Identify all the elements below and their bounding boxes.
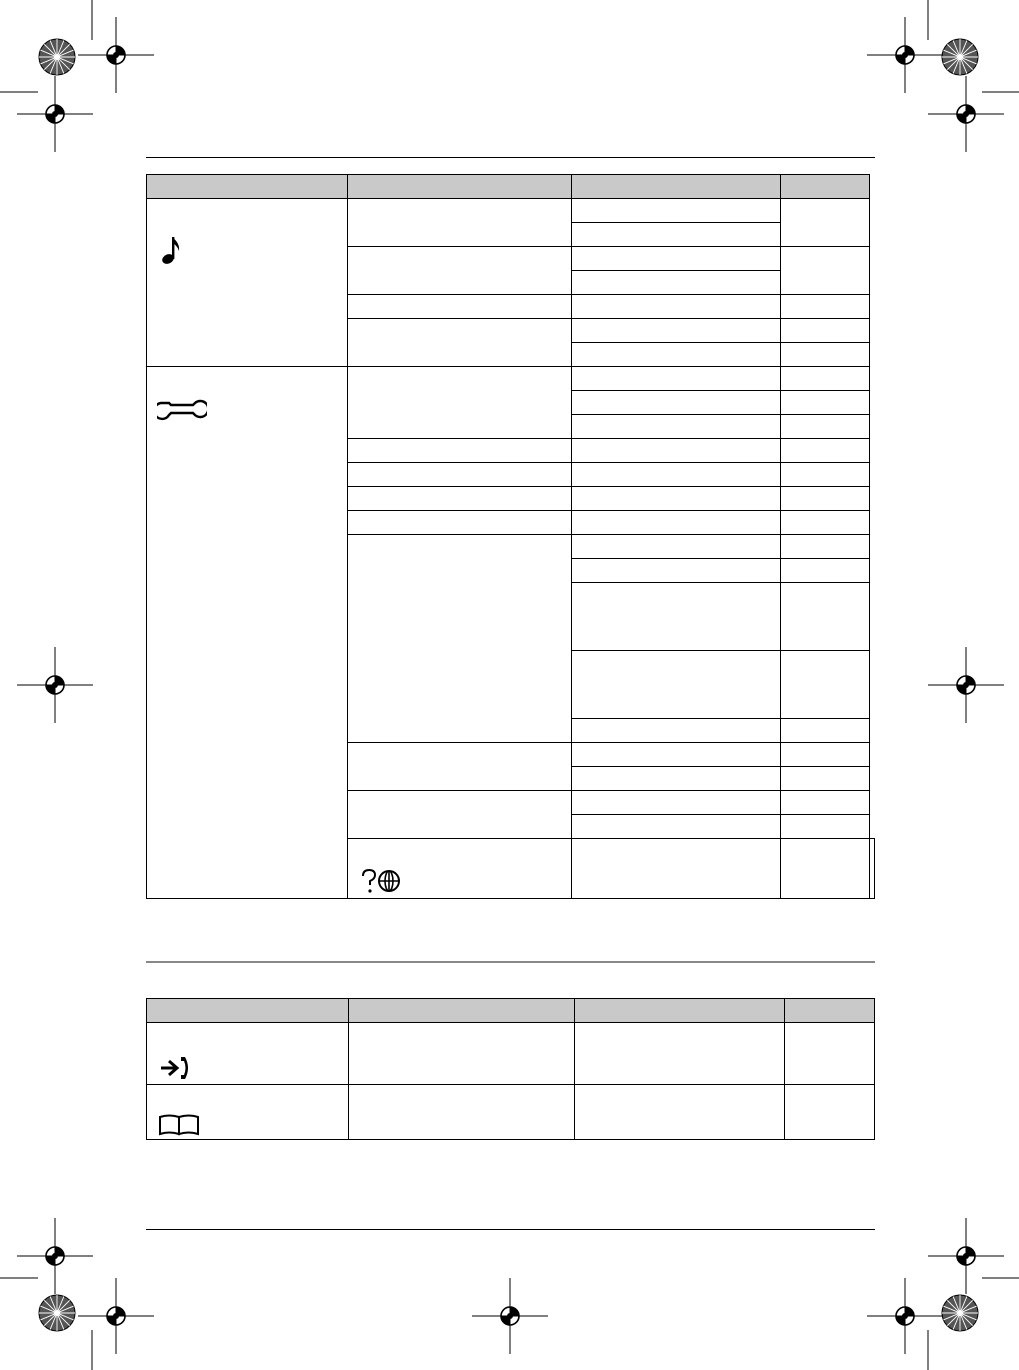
table-cell <box>572 559 781 583</box>
header-cell <box>348 175 572 199</box>
table-cell <box>349 1085 575 1140</box>
table-cell <box>785 1085 875 1140</box>
header-cell <box>781 175 870 199</box>
table-row <box>147 1085 875 1140</box>
table-cell <box>781 295 870 319</box>
section-cell-forward <box>147 1023 349 1085</box>
table-cell <box>572 583 781 651</box>
table-cell <box>574 1023 784 1085</box>
section-cell-settings <box>147 367 348 899</box>
table-cell <box>781 719 870 743</box>
table-cell <box>349 1023 575 1085</box>
section-divider <box>146 961 875 963</box>
table-cell <box>572 415 781 439</box>
table-cell <box>785 1023 875 1085</box>
header-rule <box>146 157 875 158</box>
section-cell-phonebook <box>147 1085 349 1140</box>
table-cell <box>572 651 781 719</box>
table-row <box>147 199 875 223</box>
table-cell <box>781 415 870 439</box>
table-row <box>147 367 875 391</box>
table-cell <box>781 199 870 247</box>
table-header-row <box>147 999 875 1023</box>
table-cell <box>348 463 572 487</box>
table-cell <box>572 199 781 223</box>
table-cell <box>781 743 870 767</box>
table-cell <box>572 839 781 899</box>
settings-table-2 <box>146 998 875 1140</box>
table-cell <box>781 439 870 463</box>
header-cell <box>572 175 781 199</box>
table-cell <box>781 815 870 839</box>
table-cell <box>870 839 875 899</box>
table-cell <box>572 767 781 791</box>
table-cell <box>781 651 870 719</box>
header-cell <box>349 999 575 1023</box>
table-cell <box>781 583 870 651</box>
table-cell <box>348 295 572 319</box>
table-cell <box>348 439 572 463</box>
table-cell <box>348 319 572 367</box>
section-cell-help <box>348 839 572 899</box>
header-cell <box>147 999 349 1023</box>
table-cell <box>781 535 870 559</box>
table-cell <box>572 487 781 511</box>
footer-rule <box>146 1229 875 1230</box>
table-cell <box>572 535 781 559</box>
table-cell <box>572 295 781 319</box>
table-cell <box>572 367 781 391</box>
table-cell <box>781 767 870 791</box>
music-note-icon <box>159 229 189 269</box>
table-cell <box>348 791 572 839</box>
table-cell <box>572 463 781 487</box>
call-forward-icon <box>159 1053 199 1083</box>
table-cell <box>781 367 870 391</box>
table-cell <box>348 535 572 743</box>
question-globe-icon <box>360 867 410 897</box>
table-cell <box>572 343 781 367</box>
table-cell <box>348 247 572 295</box>
table-cell <box>574 1085 784 1140</box>
table-cell <box>348 367 572 439</box>
table-cell <box>781 791 870 815</box>
table-cell <box>348 511 572 535</box>
table-cell <box>348 743 572 791</box>
table-cell <box>572 815 781 839</box>
table-cell <box>781 511 870 535</box>
table-cell <box>572 391 781 415</box>
header-cell <box>147 175 348 199</box>
table-cell <box>781 343 870 367</box>
table-cell <box>781 487 870 511</box>
table-cell <box>572 319 781 343</box>
header-cell <box>574 999 784 1023</box>
table-cell <box>781 839 870 899</box>
table-cell <box>572 719 781 743</box>
table-cell <box>348 487 572 511</box>
table-cell <box>572 791 781 815</box>
table-cell <box>781 247 870 295</box>
table-cell <box>781 319 870 343</box>
settings-table-1 <box>146 174 875 899</box>
table-cell <box>348 199 572 247</box>
table-row <box>147 1023 875 1085</box>
table-cell <box>572 223 781 247</box>
table-cell <box>572 247 781 271</box>
table-cell <box>781 391 870 415</box>
table-cell <box>781 559 870 583</box>
table-cell <box>572 743 781 767</box>
table-cell <box>572 271 781 295</box>
open-book-icon <box>158 1113 202 1137</box>
table-cell <box>781 463 870 487</box>
table-cell <box>572 511 781 535</box>
table-header-row <box>147 175 875 199</box>
wrench-icon <box>157 397 207 423</box>
section-cell-sound <box>147 199 348 367</box>
table-cell <box>572 439 781 463</box>
header-cell <box>785 999 875 1023</box>
